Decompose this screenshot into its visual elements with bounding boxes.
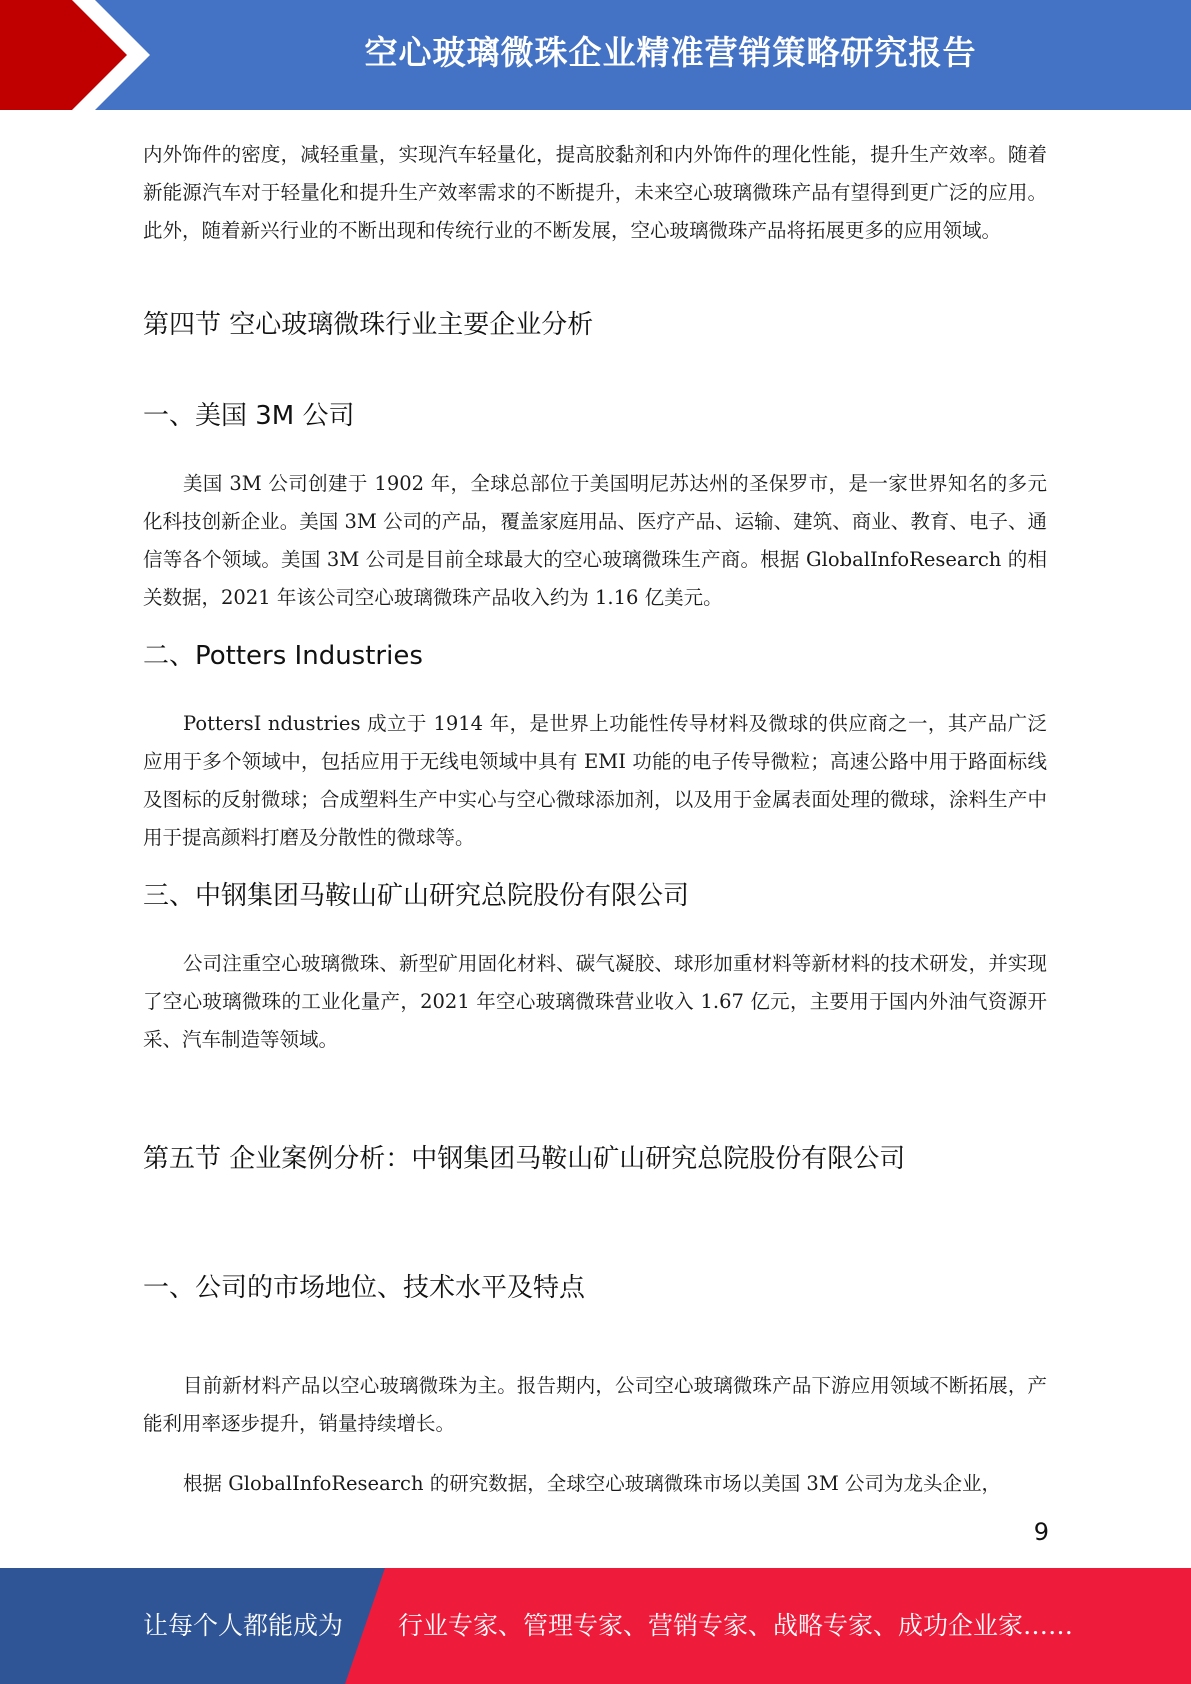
page-header — [0, 0, 1191, 110]
page-footer — [0, 1568, 1191, 1684]
intro-paragraph: 内外饰件的密度，减轻重量，实现汽车轻量化，提高胶黏剂和内外饰件的理化性能，提升生产效率。随着新能源汽车对于轻量化和提升生产效率需求的不断提升，未来空心玻璃微珠产品有望得到更广泛的应用。此外，随着新兴行业的不断出现和传统行业的不断发展，空心玻璃微珠产品将拓展更多的应用领域。 — [143, 143, 1047, 242]
footer-slogan-left: 让每个人都能成为 — [143, 1611, 344, 1640]
market-position-heading: 一、公司的市场地位、技术水平及特点 — [143, 1273, 586, 1303]
company-maanshan-heading: 三、中钢集团马鞍山矿山研究总院股份有限公司 — [143, 881, 690, 911]
market-position-paragraph-2: 根据 GlobalInfoResearch 的研究数据，全球空心玻璃微珠市场以美国 3M 公司为龙头企业， — [183, 1472, 1001, 1495]
market-position-paragraph-1: 目前新材料产品以空心玻璃微珠为主。报告期内，公司空心玻璃微珠产品下游应用领域不断拓展，产能利用率逐步提升，销量持续增长。 — [143, 1374, 1047, 1435]
company-potters-heading: 二、Potters Industries — [143, 641, 423, 671]
section4-heading: 第四节 空心玻璃微珠行业主要企业分析 — [143, 310, 594, 340]
company-3m-heading: 一、美国 3M 公司 — [143, 401, 355, 431]
page-number: 9 — [1033, 1518, 1049, 1546]
company-potters-paragraph: PottersI ndustries 成立于 1914 年，是世界上功能性传导材料及微球的供应商之一，其产品广泛应用于多个领域中，包括应用于无线电领域中具有 EMI 功能的电子传导微粒；高速公路中用于路面标线及图标的反射微球；合成塑料生产中实心与空心微球添加剂，以及用于金属表面处理的微球，涂料生产中用于提高颜料打磨及分散性的微球等。 — [143, 712, 1047, 849]
section5-heading: 第五节 企业案例分析：中钢集团马鞍山矿山研究总院股份有限公司 — [143, 1144, 906, 1174]
company-3m-paragraph: 美国 3M 公司创建于 1902 年，全球总部位于美国明尼苏达州的圣保罗市，是一家世界知名的多元化科技创新企业。美国 3M 公司的产品，覆盖家庭用品、医疗产品、运输、建筑、商业、教育、电子、通信等各个领域。美国 3M 公司是目前全球最大的空心玻璃微珠生产商。根据 GlobalInfoResearch 的相关数据，2021 年该公司空心玻璃微珠产品收入约为 1.16 亿美元。 — [143, 472, 1047, 609]
footer-slogan-right: 行业专家、管理专家、营销专家、战略专家、成功企业家…… — [398, 1611, 1074, 1640]
header-arrow-decoration — [0, 0, 160, 110]
company-maanshan-paragraph: 公司注重空心玻璃微珠、新型矿用固化材料、碳气凝胶、球形加重材料等新材料的技术研发，并实现了空心玻璃微珠的工业化量产，2021 年空心玻璃微珠营业收入 1.67 亿元，主要用于国内外油气资源开采、汽车制造等领域。 — [143, 952, 1047, 1051]
report-title: 空心玻璃微珠企业精准营销策略研究报告 — [364, 33, 977, 72]
